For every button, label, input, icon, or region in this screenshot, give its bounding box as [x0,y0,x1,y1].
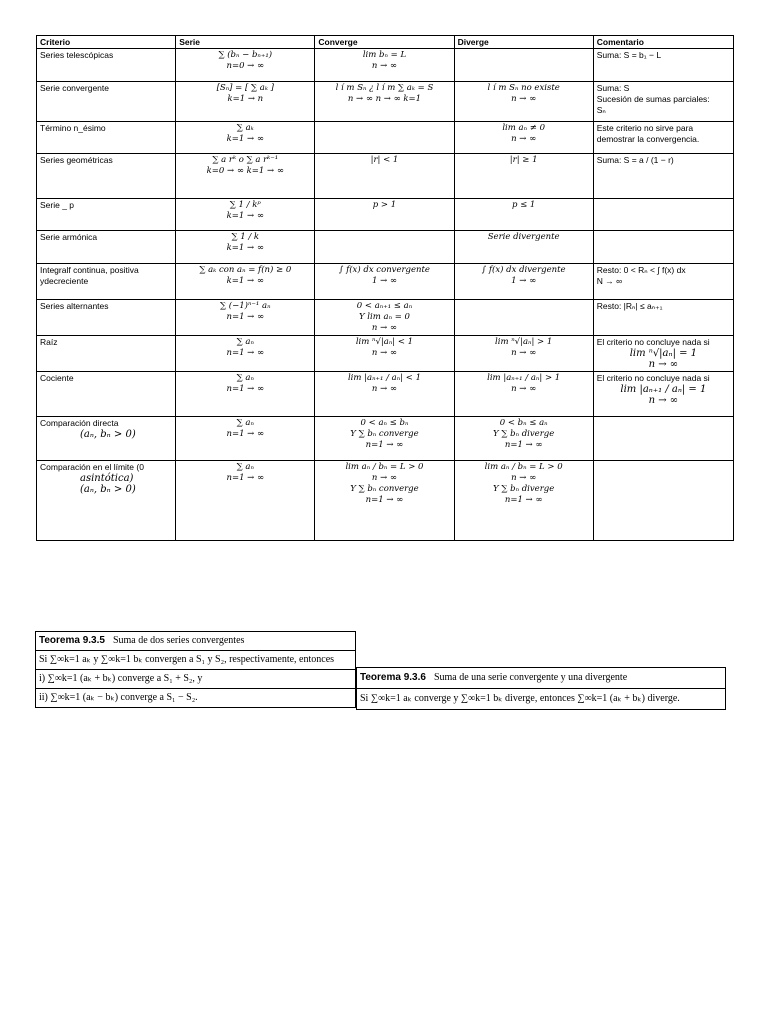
cell-line: n → ∞ [648,359,679,370]
cell-criterio [37,264,176,300]
header-diverge: Diverge [454,36,593,49]
cell-line: ∑ a rᵏ o ∑ a rᵏ⁻¹ [212,155,279,165]
cell-line: Y ∑ bₙ diverge [493,429,555,439]
cell-line: Resto: 0 < Rₙ < ∫ f(x) dx [596,265,686,275]
cell-line: Integral [40,265,69,275]
cell-line: n=1 → ∞ [226,312,265,322]
cell-line: n → ∞ [371,323,398,333]
cell-line: k=1 → ∞ [226,211,264,221]
cell-line: Serie convergente [40,83,109,93]
cell-line: n=1 → ∞ [226,429,265,439]
theorem-title: Suma de una serie convergente y una divergente [433,672,628,683]
cell-line: 1 → ∞ [371,276,397,286]
cell-diverge [454,264,593,300]
cell-line: n → ∞ [511,473,537,483]
cell-line: n=1 → ∞ [226,348,265,358]
table-row [37,461,734,541]
table-row [37,122,734,154]
cell-converge [315,372,454,417]
cell-line: n → ∞ [511,348,537,358]
cell-line: k=1 → ∞ [226,134,264,144]
table-row [37,417,734,461]
cell-line: (aₙ, bₙ > 0) [80,484,136,495]
cell-criterio [37,300,176,336]
theorem-line: Si ∑∞k=1 aₖ y ∑∞k=1 bₖ convergen a S₁ y S₂, respectivamente, entonces [36,650,355,669]
header-converge: Converge [315,36,454,49]
cell-line: Y ∑ bₙ converge [350,429,419,439]
cell-line: p ≤ 1 [511,200,536,210]
cell-line: lim |aₙ₊₁ / aₙ| = 1 [620,384,707,395]
cell-line: Término n_ésimo [40,123,106,133]
cell-line: Serie _ p [40,200,75,210]
cell-converge [315,82,454,122]
cell-converge [315,49,454,82]
cell-line: ∑ aₙ [236,418,254,428]
theorem-9-3-5-box [35,631,356,708]
cell-criterio [37,372,176,417]
cell-line: k=1 → n [227,94,264,104]
cell-line: decreciente [44,276,89,286]
cell-criterio [37,49,176,82]
cell-serie [176,122,315,154]
cell-comentario [593,122,733,154]
cell-converge [315,264,454,300]
cell-line: n → ∞ [511,94,537,104]
cell-comentario [593,154,733,199]
cell-line: Serie armónica [40,232,98,242]
cell-line: Raíz [40,337,58,347]
cell-line: demostrar la convergencia. [596,134,700,144]
cell-line: ∑ aₙ [236,337,254,347]
cell-line: l í m Sₙ ¿ l í m ∑ aₖ = S [335,83,434,93]
cell-converge [315,154,454,199]
cell-criterio [37,417,176,461]
cell-line: El criterio no concluye nada si [596,373,710,383]
cell-line: Y lim aₙ = 0 [358,312,410,322]
header-criterio: Criterio [37,36,176,49]
cell-comentario [593,82,733,122]
cell-comentario [593,300,733,336]
cell-line: lim ⁿ√|aₙ| < 1 [355,337,414,347]
cell-line: El criterio no concluye nada si [596,337,710,347]
cell-line: l í m Sₙ no existe [487,83,560,93]
cell-line: Suma: S = a / (1 − r) [596,155,674,165]
cell-line: ∑ (bₙ − bₙ₊₁) [218,50,273,60]
cell-serie [176,264,315,300]
header-comentario: Comentario [593,36,733,49]
theorem-line: Si ∑∞k=1 aₖ converge y ∑∞k=1 bₖ diverge, entonces ∑∞k=1 (aₖ + bₖ) diverge. [357,688,725,709]
cell-line: ∑ 1 / kᵖ [229,200,261,210]
cell-line: |r| < 1 [370,155,399,165]
cell-diverge [454,49,593,82]
table-row [37,264,734,300]
cell-criterio [37,336,176,372]
cell-line: 0 < aₙ ≤ bₙ [360,418,409,428]
cell-line: lim aₙ ≠ 0 [502,123,545,133]
cell-line: n=0 → ∞ [226,61,265,71]
cell-serie [176,336,315,372]
cell-line: Series geométricas [40,155,113,165]
cell-comentario [593,372,733,417]
cell-line: n=1 → ∞ [365,440,404,450]
cell-line: ∑ aₙ [236,373,254,383]
cell-line: Series telescópicas [40,50,114,60]
cell-line: Sₙ [596,105,606,115]
cell-diverge [454,122,593,154]
cell-diverge [454,154,593,199]
cell-line: Este criterio no sirve para [596,123,694,133]
cell-criterio [37,231,176,264]
cell-line: asintótica) [80,473,134,484]
cell-line: k=0 → ∞ k=1 → ∞ [206,166,284,176]
cell-line: Serie divergente [487,232,560,242]
cell-line: n → ∞ [371,384,398,394]
cell-line: n → ∞ [511,134,537,144]
cell-comentario [593,264,733,300]
table-row [37,199,734,231]
cell-line: 1 → ∞ [511,276,537,286]
cell-criterio [37,461,176,541]
cell-line: n → ∞ n → ∞ k=1 [347,94,422,104]
cell-diverge [454,231,593,264]
cell-line: n → ∞ [648,395,679,406]
cell-diverge [454,417,593,461]
cell-diverge [454,199,593,231]
cell-serie [176,417,315,461]
cell-line: lim |aₙ₊₁ / aₙ| < 1 [347,373,421,383]
criteria-table-header [37,36,734,49]
cell-diverge [454,82,593,122]
cell-line: f continua, positiva y [40,265,139,286]
cell-serie [176,154,315,199]
cell-converge [315,231,454,264]
criteria-table-body [37,49,734,541]
cell-serie [176,231,315,264]
cell-criterio [37,122,176,154]
cell-comentario [593,199,733,231]
cell-line: lim |aₙ₊₁ / aₙ| > 1 [487,373,561,383]
theorem-title: Suma de dos series convergentes [112,635,245,646]
cell-serie [176,372,315,417]
cell-line: Comparación directa [40,418,119,428]
cell-line: Y ∑ bₙ converge [350,484,419,494]
theorem-line: ii) ∑∞k=1 (aₖ − bₖ) converge a S₁ − S₂. [36,688,355,707]
cell-line: Suma: S = b₁ − L [596,50,662,60]
cell-criterio [37,82,176,122]
cell-line: n → ∞ [511,384,537,394]
cell-line: n → ∞ [371,473,398,483]
cell-line: n=1 → ∞ [226,384,265,394]
header-serie: Serie [176,36,315,49]
cell-line: 0 < bₙ ≤ aₙ [499,418,548,428]
cell-line: ∑ aₖ con aₙ = f(n) ≥ 0 [199,265,292,275]
cell-line: N → ∞ [596,276,623,286]
theorem-number: Teorema 9.3.6 [360,672,426,683]
cell-comentario [593,336,733,372]
cell-line: ∑ aₖ [236,123,254,133]
cell-line: n → ∞ [371,348,398,358]
cell-diverge [454,336,593,372]
cell-line: ∑ aₙ [236,462,254,472]
cell-converge [315,300,454,336]
cell-line: ∫ f(x) dx convergente [338,265,430,275]
cell-line: n=1 → ∞ [226,473,265,483]
cell-comentario [593,417,733,461]
cell-serie [176,461,315,541]
theorem-line: i) ∑∞k=1 (aₖ + bₖ) converge a S₁ + S₂, y [36,669,355,688]
cell-line: Resto: |Rₙ| ≤ aₙ₊₁ [596,301,663,311]
cell-line: lim bₙ = L [362,50,407,60]
cell-line: n=1 → ∞ [504,495,543,505]
cell-line: [Sₙ] = [ ∑ aₖ ] [216,83,274,93]
table-row [37,231,734,264]
cell-diverge [454,300,593,336]
cell-line: n → ∞ [371,61,398,71]
cell-criterio [37,154,176,199]
cell-line: (aₙ, bₙ > 0) [80,429,136,440]
table-row [37,300,734,336]
cell-line: lim aₙ / bₙ = L > 0 [345,462,424,472]
cell-serie [176,199,315,231]
criteria-table [36,35,734,541]
cell-line: n=1 → ∞ [504,440,543,450]
cell-line: ∑ (−1)ⁿ⁻¹ aₙ [220,301,271,311]
cell-line: Suma: S [596,83,630,93]
cell-line: Sucesión de sumas parciales: [596,94,710,104]
cell-serie [176,49,315,82]
cell-criterio [37,199,176,231]
cell-comentario [593,461,733,541]
table-row [37,336,734,372]
cell-converge [315,461,454,541]
table-row [37,82,734,122]
cell-converge [315,199,454,231]
cell-comentario [593,49,733,82]
theorem-number: Teorema 9.3.5 [39,635,105,646]
cell-converge [315,122,454,154]
cell-line: Cociente [40,373,74,383]
cell-line: Y ∑ bₙ diverge [493,484,555,494]
cell-line: lim aₙ / bₙ = L > 0 [484,462,563,472]
cell-line: n=1 → ∞ [365,495,404,505]
cell-line: k=1 → ∞ [226,243,264,253]
cell-diverge [454,372,593,417]
cell-line: lim ⁿ√|aₙ| > 1 [495,337,553,347]
cell-converge [315,336,454,372]
cell-line: Series alternantes [40,301,109,311]
cell-line: Comparación en el límite (0 [40,462,144,472]
cell-line: |r| ≥ 1 [509,155,538,165]
cell-serie [176,82,315,122]
cell-converge [315,417,454,461]
theorem-heading [36,632,355,650]
cell-line: lim ⁿ√|aₙ| = 1 [629,348,698,359]
cell-line: ∑ 1 / k [231,232,260,242]
cell-line: k=1 → ∞ [226,276,264,286]
table-row [37,49,734,82]
table-row [37,154,734,199]
cell-comentario [593,231,733,264]
cell-line: ∫ f(x) dx divergente [481,265,566,275]
cell-diverge [454,461,593,541]
table-row [37,372,734,417]
theorem-9-3-6-box [356,667,726,710]
theorem-heading [357,668,725,688]
cell-serie [176,300,315,336]
cell-line: 0 < aₙ₊₁ ≤ aₙ [356,301,413,311]
cell-line: p > 1 [372,200,397,210]
